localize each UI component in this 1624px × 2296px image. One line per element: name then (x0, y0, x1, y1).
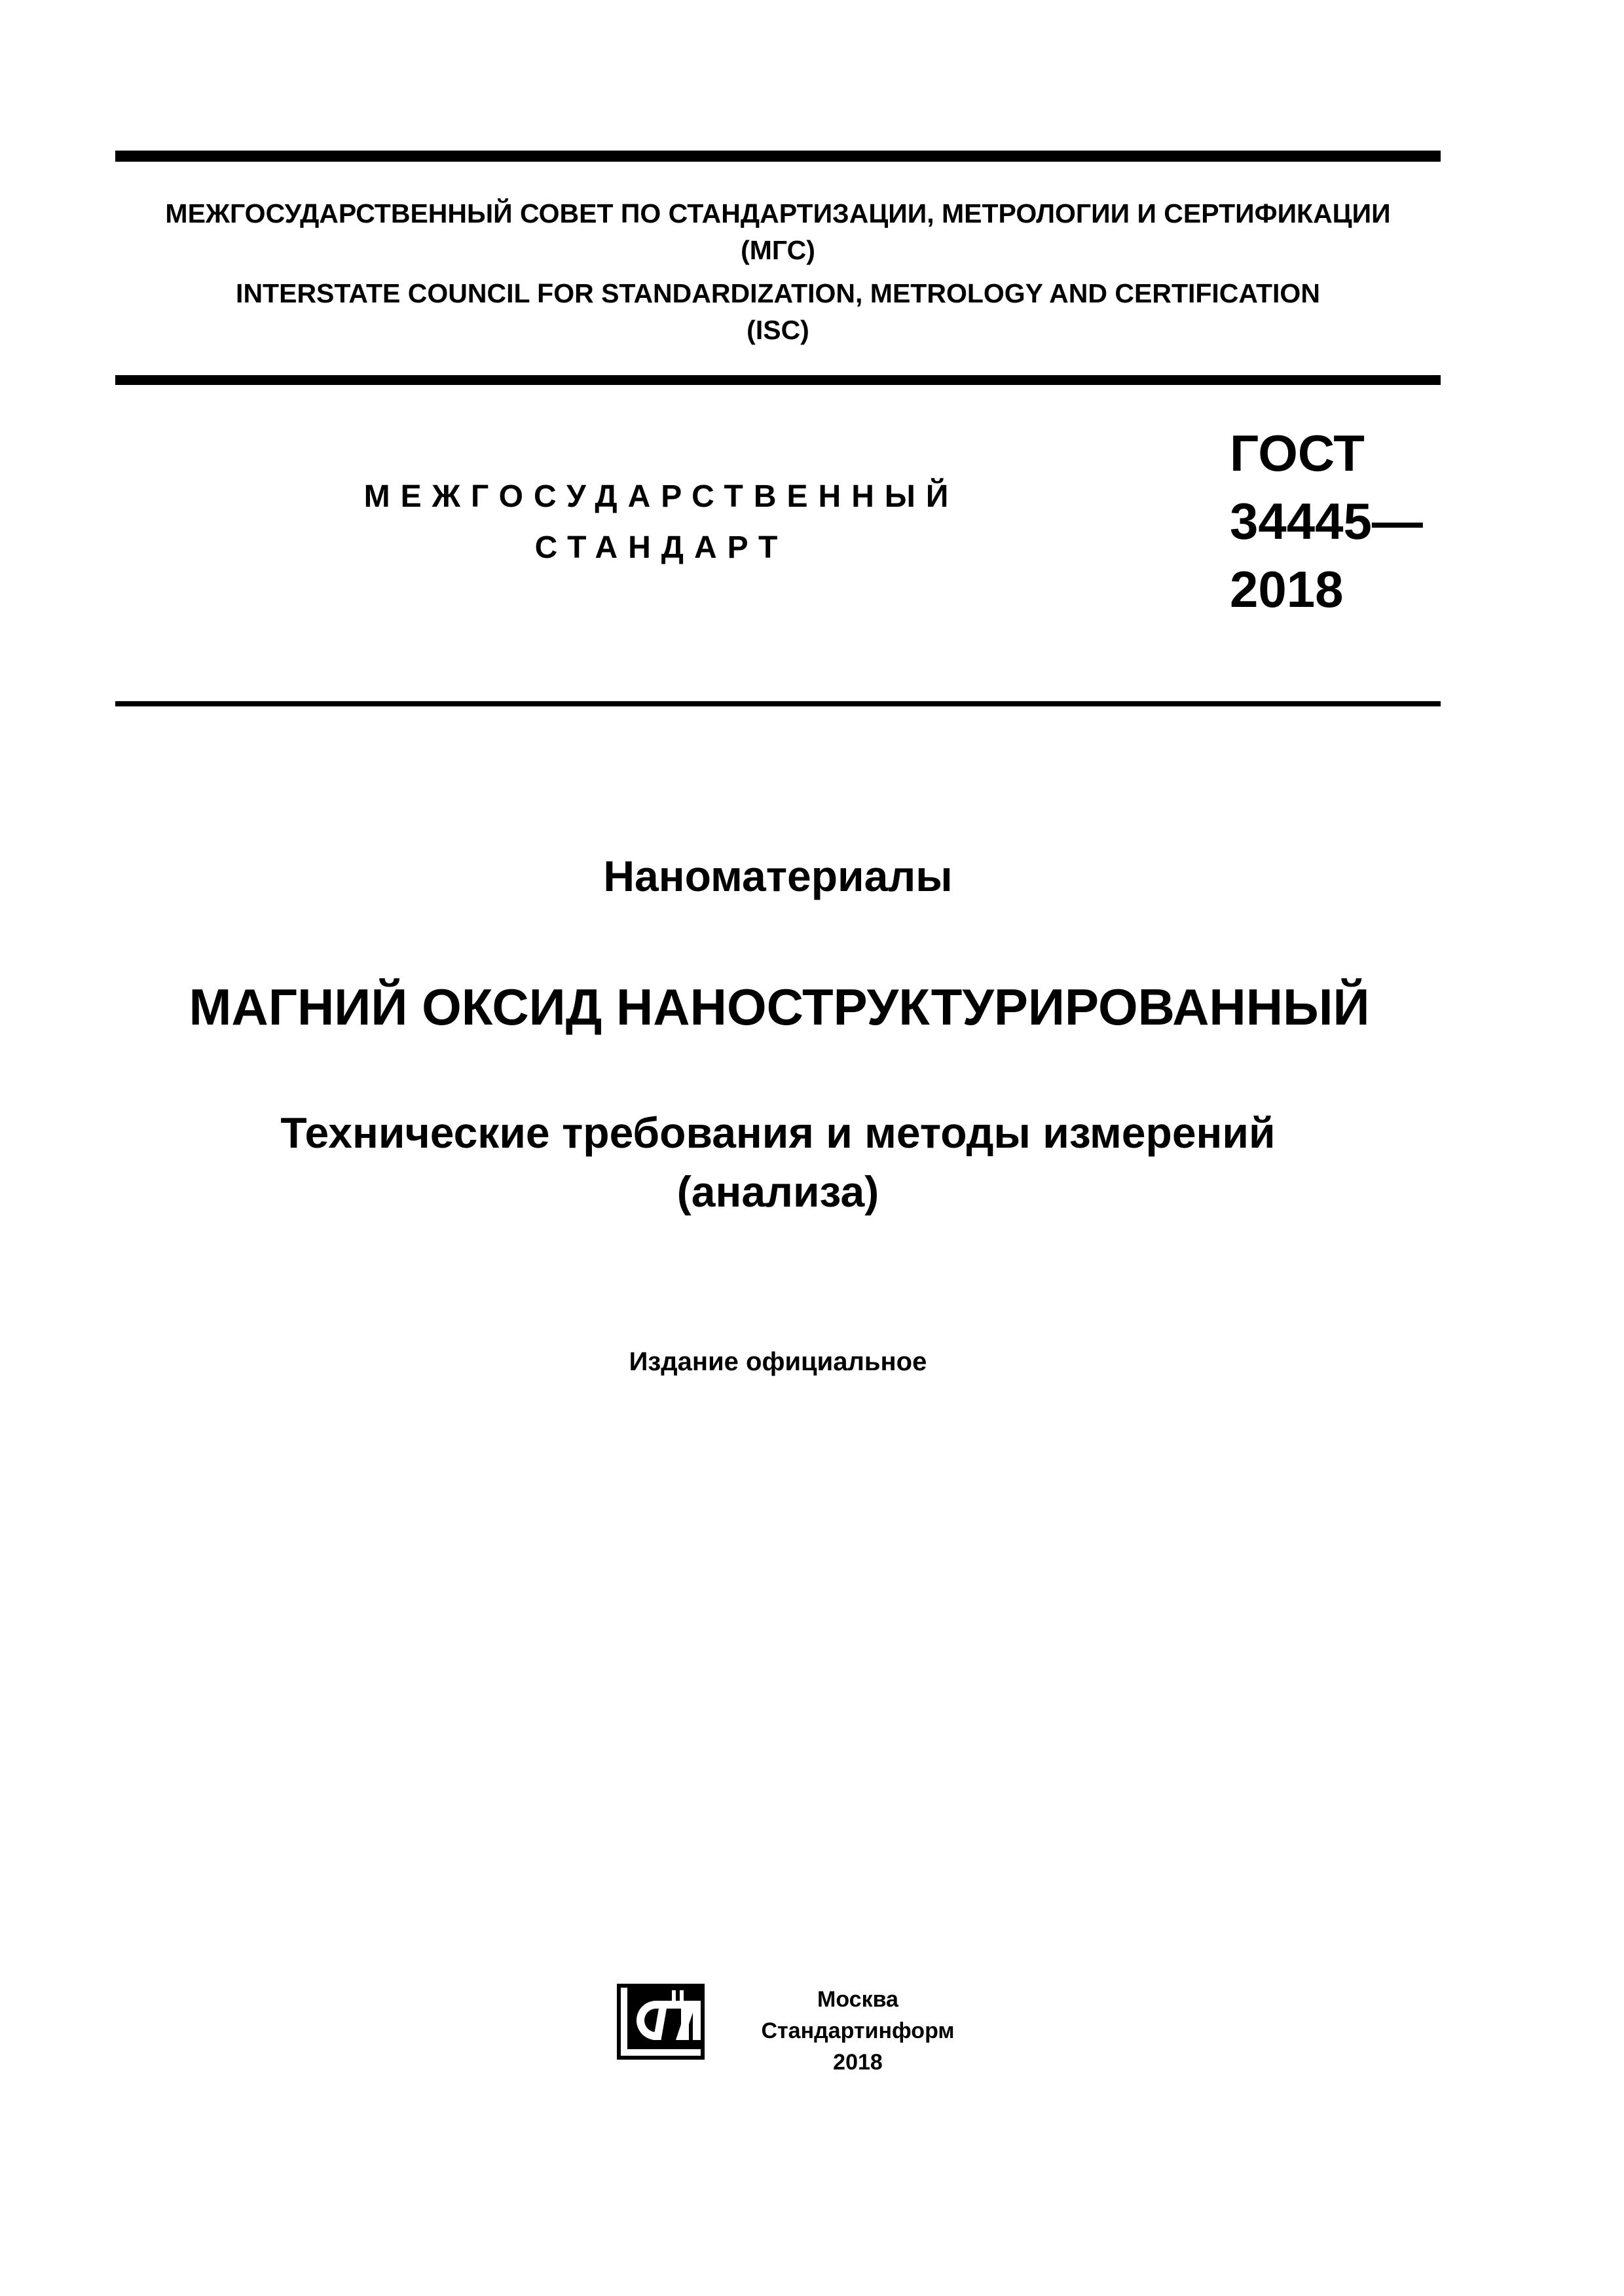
standard-type-line1: МЕЖГОСУДАРСТВЕННЫЙ (363, 479, 959, 514)
subtitle-line1: Технические требования и методы измерений (280, 1108, 1276, 1157)
council-name-ru (115, 195, 1441, 268)
standartinform-logo-icon (616, 1982, 706, 2061)
edition-label: Издание официальное (629, 1347, 927, 1376)
standard-designation (1230, 419, 1423, 623)
council-abbr-ru: (МГС) (741, 235, 815, 265)
publisher-year: 2018 (833, 2050, 883, 2075)
standard-type-line2: СТАНДАРТ (534, 530, 788, 565)
council-abbr-en: (ISC) (747, 315, 809, 345)
publisher-city: Москва (817, 1987, 898, 2012)
subtitle (115, 1103, 1441, 1221)
publisher-name: Стандартинформ (761, 2018, 955, 2043)
top-rule (115, 151, 1441, 162)
standard-type (249, 471, 1074, 574)
council-name-ru-text: МЕЖГОСУДАРСТВЕННЫЙ СОВЕТ ПО СТАНДАРТИЗАЦИИ, МЕТРОЛОГИИ И СЕРТИФИКАЦИИ (165, 198, 1391, 228)
designation-number: 34445— (1230, 492, 1423, 550)
subtitle-line2: (анализа) (676, 1167, 879, 1216)
designation-prefix: ГОСТ (1230, 424, 1365, 482)
designation-year: 2018 (1230, 560, 1344, 618)
council-name-en-text: INTERSTATE COUNCIL FOR STANDARDIZATION, METROLOGY AND CERTIFICATION (236, 278, 1320, 308)
bottom-rule (115, 701, 1441, 706)
series-title: Наноматериалы (603, 852, 953, 900)
publisher-block (720, 1984, 995, 2078)
council-name-en (115, 275, 1441, 348)
middle-rule (115, 375, 1441, 385)
main-title: МАГНИЙ ОКСИД НАНОСТРУКТУРИРОВАННЫЙ (189, 978, 1370, 1036)
